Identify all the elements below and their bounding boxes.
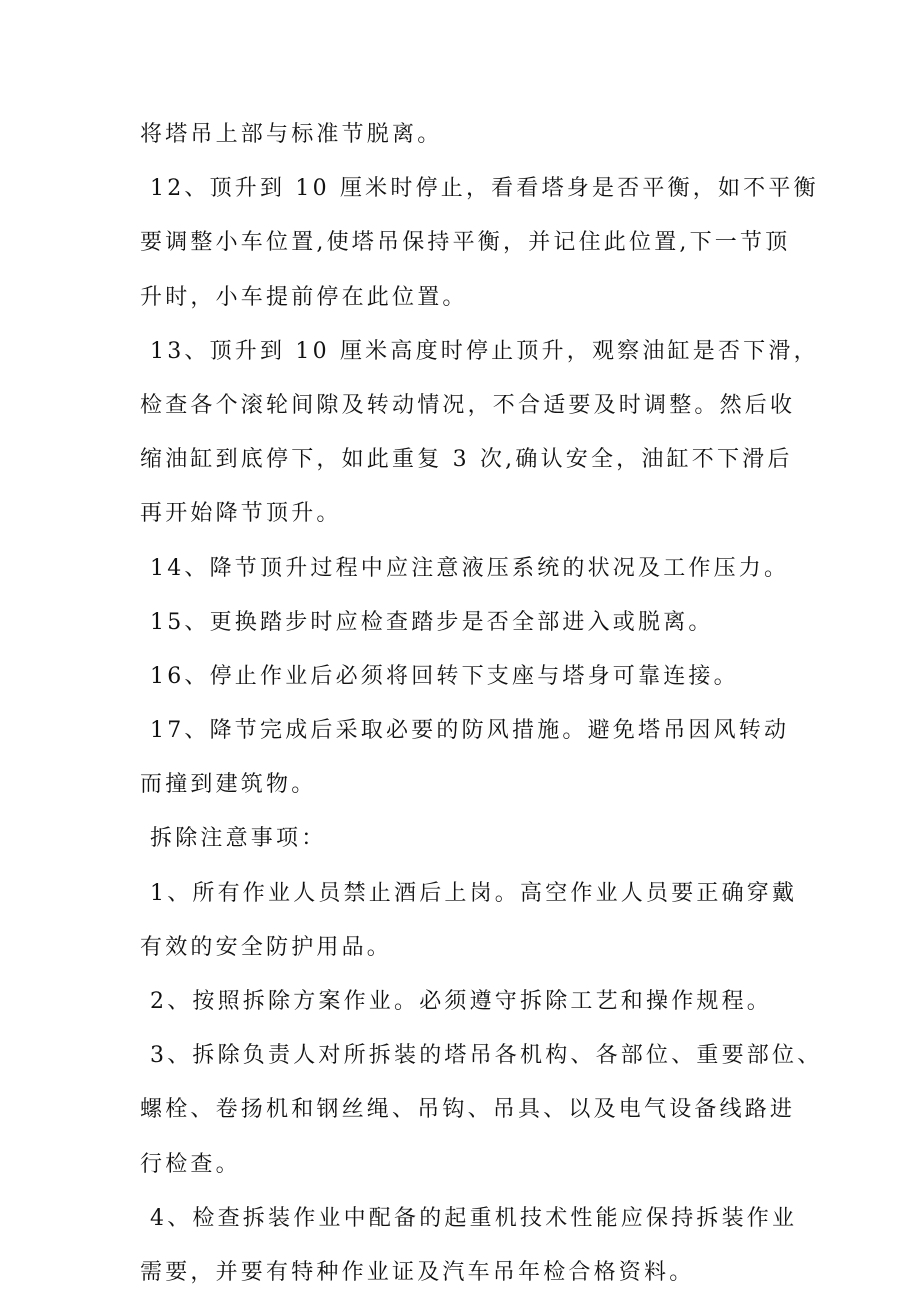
text-line: 12、顶升到 10 厘米时停止，看看塔身是否平衡，如不平衡 xyxy=(150,176,819,202)
text-line: 行检查。 xyxy=(140,1151,241,1177)
section-heading: 拆除注意事项： xyxy=(150,826,327,852)
document-body xyxy=(140,108,823,1300)
text-line: 要调整小车位置,使塔吊保持平衡，并记住此位置,下一节顶 xyxy=(140,230,791,256)
text-line: 2、按照拆除方案作业。必须遵守拆除工艺和操作规程。 xyxy=(150,989,772,1014)
text-line: 螺栓、卷扬机和钢丝绳、吊钩、吊具、以及电气设备线路进 xyxy=(140,1097,796,1123)
text-line: 缩油缸到底停下，如此重复 3 次,确认安全，油缸不下滑后 xyxy=(140,447,793,473)
text-line: 4、检查拆装作业中配备的起重机技术性能应保持拆装作业 xyxy=(150,1205,798,1231)
text-line: 升时，小车提前停在此位置。 xyxy=(140,284,468,310)
text-line: 将塔吊上部与标准节脱离。 xyxy=(140,122,443,147)
text-line: 再开始降节顶升。 xyxy=(140,501,342,527)
text-line: 有效的安全防护用品。 xyxy=(140,934,393,960)
text-line: 3、拆除负责人对所拆装的塔吊各机构、各部位、重要部位、 xyxy=(150,1043,823,1069)
text-line: 需要，并要有特种作业证及汽车吊年检合格资料。 xyxy=(140,1259,695,1285)
text-line: 1、所有作业人员禁止酒后上岗。高空作业人员要正确穿戴 xyxy=(150,880,798,906)
text-line: 16、停止作业后必须将回转下支座与塔身可靠连接。 xyxy=(150,663,739,689)
text-line: 13、顶升到 10 厘米高度时停止顶升，观察油缸是否下滑， xyxy=(150,338,819,364)
text-line: 17、降节完成后采取必要的防风措施。避免塔吊因风转动 xyxy=(150,718,790,744)
text-line: 而撞到建筑物。 xyxy=(140,772,317,798)
text-line: 检查各个滚轮间隙及转动情况，不合适要及时调整。然后收 xyxy=(140,392,796,418)
text-line: 15、更换踏步时应检查踏步是否全部进入或脱离。 xyxy=(150,609,714,635)
text-line: 14、降节顶升过程中应注意液压系统的状况及工作压力。 xyxy=(150,555,790,581)
